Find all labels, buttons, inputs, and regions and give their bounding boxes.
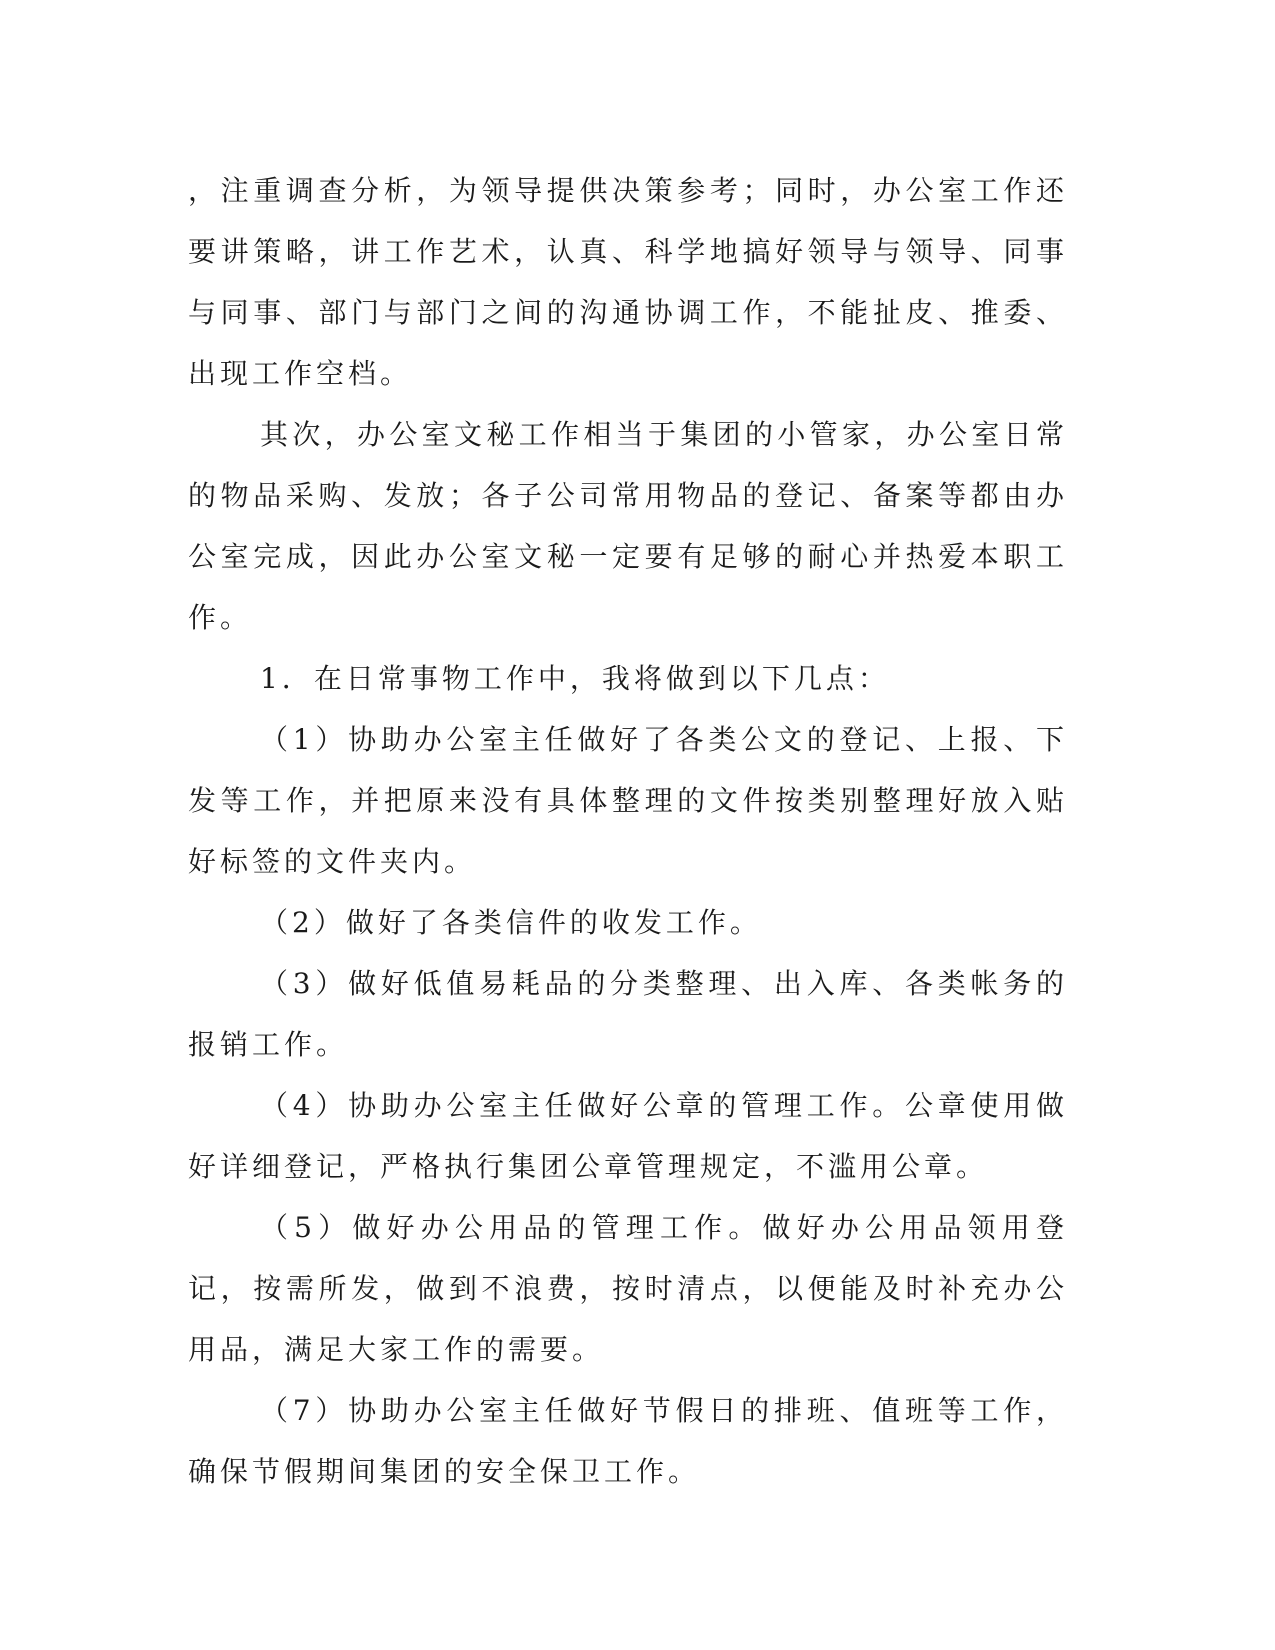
list-item-7: （7）协助办公室主任做好节假日的排班、值班等工作，确保节假期间集团的安全保卫工作。 (188, 1394, 1068, 1488)
list-item-5: （5）做好办公用品的管理工作。做好办公用品领用登记，按需所发，做到不浪费，按时清点，以便能及时补充办公用品，满足大家工作的需要。 (188, 1211, 1068, 1366)
list-item-2: （2）做好了各类信件的收发工作。 (260, 906, 762, 939)
paragraph-continuation: ，注重调查分析，为领导提供决策参考；同时，办公室工作还要讲策略，讲工作艺术，认真、科学地搞好领导与领导、同事与同事、部门与部门之间的沟通协调工作，不能扯皮、推委、出现工作空档。 (188, 174, 1068, 390)
paragraph-office-steward: 其次，办公室文秘工作相当于集团的小管家，办公室日常的物品采购、发放；各子公司常用物品的登记、备案等都由办公室完成，因此办公室文秘一定要有足够的耐心并热爱本职工作。 (188, 418, 1068, 634)
list-item-3: （3）做好低值易耗品的分类整理、出入库、各类帐务的报销工作。 (188, 967, 1068, 1061)
list-item-4: （4）协助办公室主任做好公章的管理工作。公章使用做好详细登记，严格执行集团公章管理规定，不滥用公章。 (188, 1089, 1068, 1183)
paragraph-daily-affairs-heading: 1．在日常事物工作中，我将做到以下几点： (260, 662, 890, 695)
list-item-1: （1）协助办公室主任做好了各类公文的登记、上报、下发等工作，并把原来没有具体整理的文件按类别整理好放入贴好标签的文件夹内。 (188, 723, 1068, 878)
document-body (188, 160, 1068, 1502)
